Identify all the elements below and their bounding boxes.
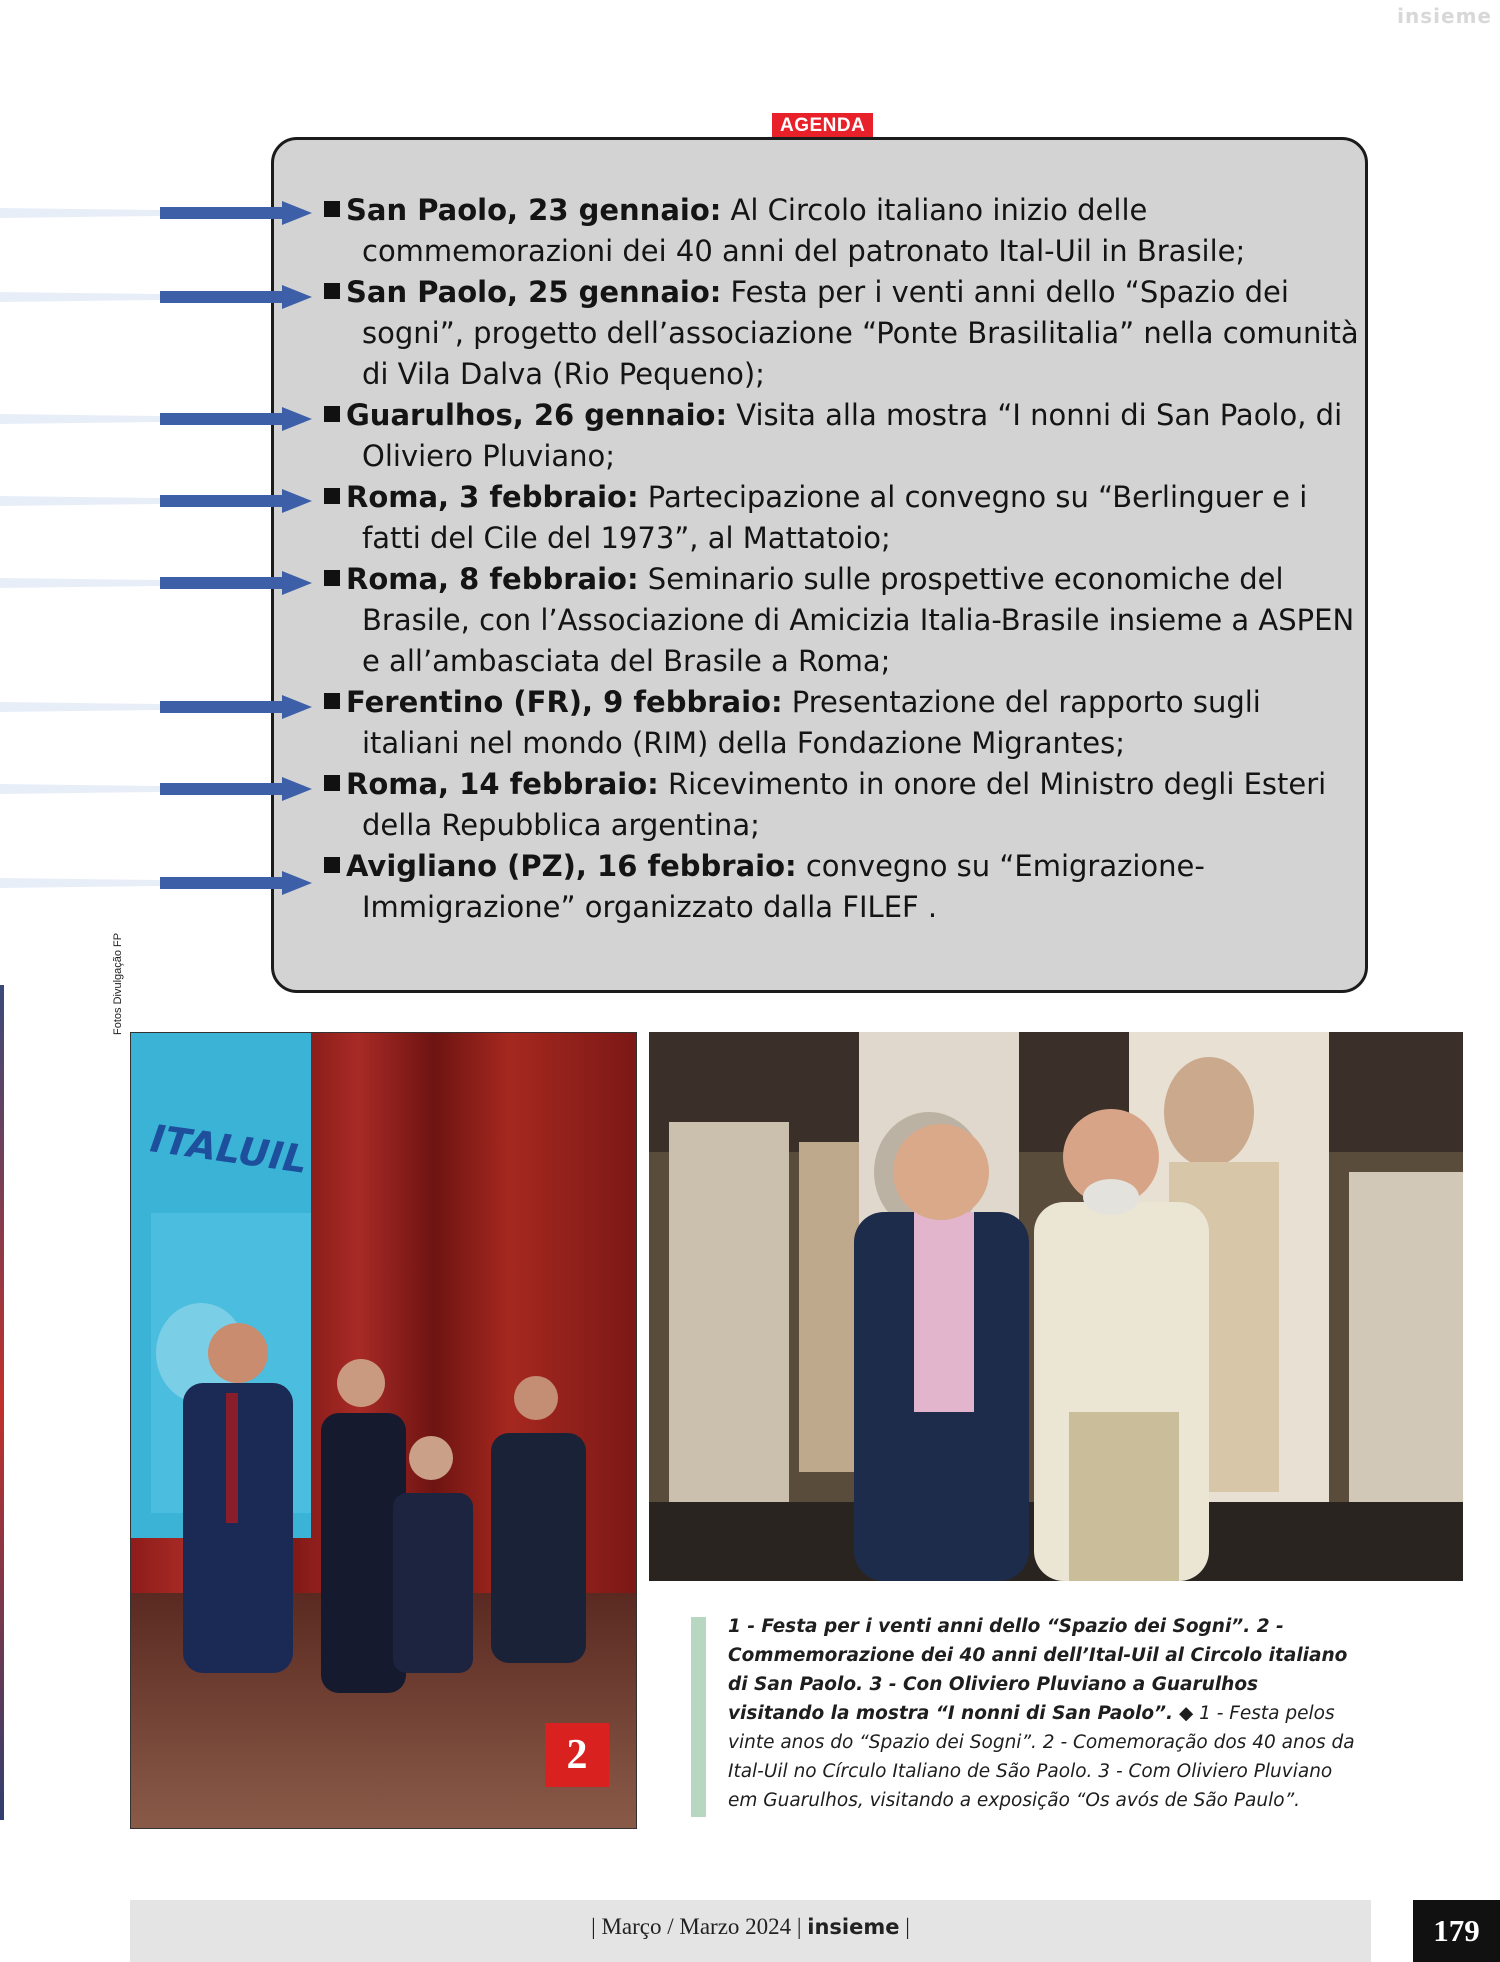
agenda-item (324, 395, 1364, 477)
square-bullet-icon (324, 201, 340, 217)
agenda-item-head: Roma, 14 febbraio: (346, 767, 659, 801)
agenda-item-head: Roma, 3 febbraio: (346, 480, 639, 514)
arrow-pointer-icon (0, 486, 312, 516)
arrow-pointer-icon (0, 692, 312, 722)
agenda-item (324, 272, 1364, 395)
agenda-item-head: Roma, 8 febbraio: (346, 562, 639, 596)
photo-exhibition (649, 1032, 1463, 1581)
agenda-item-head: San Paolo, 25 gennaio: (346, 275, 722, 309)
page-number: 179 (1413, 1900, 1500, 1962)
agenda-tag: AGENDA (772, 113, 873, 139)
footer-brand: insieme (807, 1915, 900, 1939)
caption-portuguese: 1 - Festa pelos vinte anos do “Spazio dei Sogni”. 2 - Comemoração dos 40 anos da Ital-Uil no Círculo Italiano de São Paolo. 3 - Com Oliviero Pluviano em Guarulhos, visitando a exposição “Os avós de São Paulo”. (728, 1703, 1355, 1811)
arrow-pointer-icon (0, 568, 312, 598)
footer-date: | Março / Marzo 2024 | (591, 1914, 808, 1939)
agenda-item-head: Ferentino (FR), 9 febbraio: (346, 685, 783, 719)
square-bullet-icon (324, 488, 340, 504)
caption-italian: 1 - Festa per i venti anni dello “Spazio dei Sogni”. 2 - Commemorazione dei 40 anni dell’Ital-Uil al Circolo italiano di San Paolo. 3 - Con Oliviero Pluviano a Guarulhos visitando la mostra “I nonni di San Paolo”. (728, 1616, 1348, 1724)
photo-commemoration-illustration (131, 1033, 636, 1828)
square-bullet-icon (324, 857, 340, 873)
agenda-item-body: Festa per i venti anni dello “Spazio dei sogni”, progetto dell’associazione “Ponte Brasilitalia” nella comunità di Vila Dalva (Rio Pequeno); (362, 275, 1359, 391)
arrow-pointer-icon (0, 404, 312, 434)
arrow-pointer-icon (0, 868, 312, 898)
masthead-logo: insieme (1397, 4, 1492, 28)
square-bullet-icon (324, 693, 340, 709)
agenda-item-body: Seminario sulle prospettive economiche del Brasile, con l’Associazione di Amicizia Italia-Brasile insieme a ASPEN e all’ambasciata del Brasile a Roma; (362, 562, 1355, 678)
agenda-item-head: Guarulhos, 26 gennaio: (346, 398, 728, 432)
square-bullet-icon (324, 406, 340, 422)
agenda-item-body: Partecipazione al convegno su “Berlinguer e i fatti del Cile del 1973”, al Mattatoio; (362, 480, 1308, 555)
agenda-item-body: convegno su “Emigrazione-Immigrazione” organizzato dalla FILEF . (362, 849, 1205, 924)
square-bullet-icon (324, 570, 340, 586)
agenda-item-head: San Paolo, 23 gennaio: (346, 193, 722, 227)
agenda-item (324, 559, 1364, 682)
footer-bar (130, 1900, 1371, 1962)
square-bullet-icon (324, 283, 340, 299)
agenda-item-body: Presentazione del rapporto sugli italiani nel mondo (RIM) della Fondazione Migrantes; (362, 685, 1261, 760)
photo-credit: Fotos Divulgação FP (112, 932, 124, 1035)
arrow-pointer-icon (0, 774, 312, 804)
photo-exhibition-illustration (649, 1032, 1463, 1581)
agenda-item (324, 682, 1364, 764)
agenda-item (324, 846, 1364, 928)
agenda-item-body: Visita alla mostra “I nonni di San Paolo, di Oliviero Pluviano; (362, 398, 1343, 473)
arrow-pointer-icon (0, 282, 312, 312)
photo1-banner-text: ITALUIL (147, 1116, 311, 1182)
adjacent-page-edge (0, 985, 4, 1820)
caption-separator-icon: ◆ (1173, 1703, 1200, 1724)
arrow-pointer-icon (0, 198, 312, 228)
agenda-item-body: Al Circolo italiano inizio delle commemorazioni dei 40 anni del patronato Ital-Uil in Brasile; (362, 193, 1246, 268)
agenda-item (324, 764, 1364, 846)
agenda-item (324, 190, 1364, 272)
square-bullet-icon (324, 775, 340, 791)
footer-text (130, 1914, 1371, 1940)
agenda-item-body: Ricevimento in onore del Ministro degli Esteri della Repubblica argentina; (362, 767, 1327, 842)
photo-commemoration (130, 1032, 637, 1829)
footer-end: | (899, 1914, 910, 1939)
caption-accent-bar (691, 1617, 706, 1817)
agenda-item-head: Avigliano (PZ), 16 febbraio: (346, 849, 797, 883)
agenda-item (324, 477, 1364, 559)
photo-number-badge: 2 (545, 1723, 609, 1787)
photo-caption (728, 1612, 1358, 1815)
agenda-list (324, 190, 1364, 928)
